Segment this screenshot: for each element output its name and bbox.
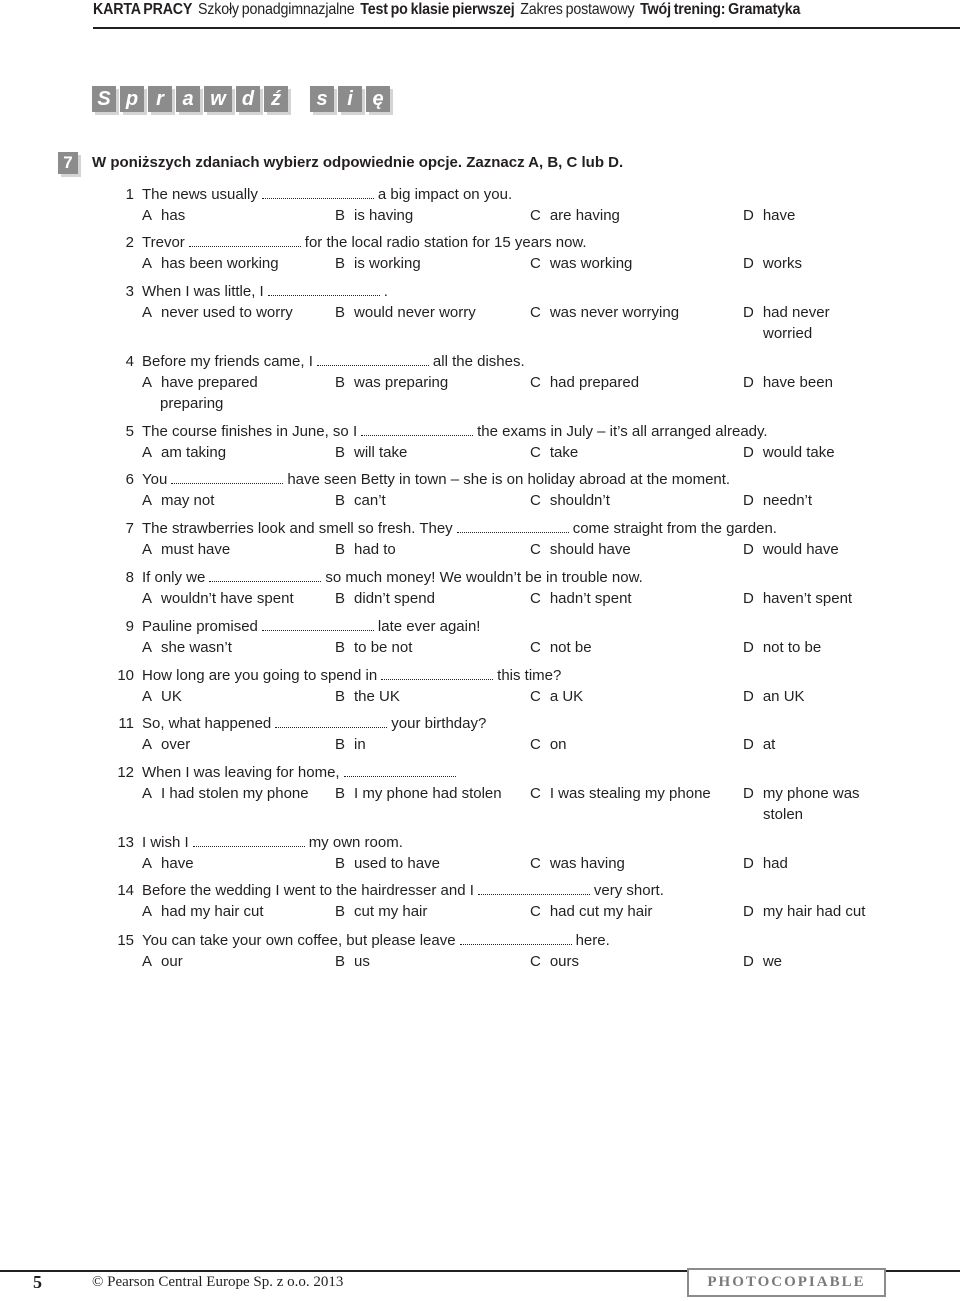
option-letter: B bbox=[335, 785, 346, 802]
exercise-instruction: W poniższych zdaniach wybierz odpowiednie opcje. Zaznacz A, B, C lub D. bbox=[92, 154, 624, 171]
question-number: 7 bbox=[125, 520, 134, 537]
answer-blank[interactable] bbox=[478, 884, 590, 895]
option-letter: D bbox=[743, 688, 754, 705]
question-number: 13 bbox=[117, 834, 134, 851]
option-letter: C bbox=[530, 953, 541, 970]
option-letter: D bbox=[743, 785, 754, 802]
question-number: 8 bbox=[125, 569, 134, 586]
option-letter: C bbox=[530, 444, 541, 461]
option-letter: C bbox=[530, 688, 541, 705]
option-c[interactable] bbox=[530, 205, 620, 226]
question-number: 9 bbox=[125, 618, 134, 635]
question-text-before: Trevor bbox=[142, 234, 185, 251]
question-item bbox=[0, 518, 960, 560]
option-text: take bbox=[549, 444, 579, 461]
option-text: on bbox=[549, 736, 567, 753]
answer-blank[interactable] bbox=[209, 571, 321, 582]
question-number: 12 bbox=[117, 764, 134, 781]
option-text: we bbox=[762, 953, 783, 970]
option-text: have been bbox=[762, 374, 833, 391]
question-text bbox=[142, 665, 561, 686]
option-letter: B bbox=[335, 374, 346, 391]
question-text-before: Pauline promised bbox=[142, 618, 258, 635]
banner-tile: a bbox=[176, 86, 200, 112]
question-text bbox=[142, 232, 587, 253]
option-text: at bbox=[762, 736, 776, 753]
option-a[interactable] bbox=[142, 205, 185, 226]
question-number: 6 bbox=[125, 471, 134, 488]
option-letter: D bbox=[743, 953, 754, 970]
option-text: I had stolen my phone bbox=[161, 785, 309, 802]
option-a[interactable] bbox=[142, 588, 294, 609]
option-text: not be bbox=[549, 639, 592, 656]
option-letter: D bbox=[743, 492, 754, 509]
option-c[interactable] bbox=[530, 734, 567, 755]
option-letter: B bbox=[335, 688, 346, 705]
option-letter: A bbox=[142, 444, 153, 461]
option-text: had bbox=[762, 855, 788, 872]
option-text: in bbox=[354, 736, 366, 753]
option-letter: A bbox=[142, 639, 153, 656]
option-b[interactable] bbox=[335, 686, 400, 707]
option-text: have bbox=[161, 855, 194, 872]
option-text: must have bbox=[161, 541, 231, 558]
option-letter: A bbox=[142, 255, 153, 272]
question-text-after: here. bbox=[575, 932, 610, 949]
question-text-after: . bbox=[383, 283, 388, 300]
question-text bbox=[142, 421, 768, 442]
question-text-after: a big impact on you. bbox=[377, 186, 513, 203]
option-letter: D bbox=[743, 255, 754, 272]
question-text-before: When I was little, I bbox=[142, 283, 264, 300]
option-text-continued: preparing bbox=[160, 395, 224, 412]
option-c[interactable] bbox=[530, 853, 625, 874]
question-text-before: The news usually bbox=[142, 186, 258, 203]
option-letter: D bbox=[743, 590, 754, 607]
option-text: over bbox=[161, 736, 191, 753]
option-text: have bbox=[762, 207, 796, 224]
question-text-before: The course finishes in June, so I bbox=[142, 423, 358, 440]
question-text-after: so much money! We wouldn’t be in trouble now. bbox=[325, 569, 643, 586]
option-text: needn’t bbox=[762, 492, 813, 509]
option-b[interactable] bbox=[335, 853, 440, 874]
option-letter: C bbox=[530, 903, 541, 920]
option-text: not to be bbox=[762, 639, 822, 656]
option-letter: A bbox=[142, 736, 153, 753]
answer-blank[interactable] bbox=[193, 836, 305, 847]
option-d[interactable] bbox=[743, 588, 852, 609]
option-text: had prepared bbox=[549, 374, 640, 391]
question-text-before: The strawberries look and smell so fresh. They bbox=[142, 520, 453, 537]
option-text: an UK bbox=[762, 688, 805, 705]
option-letter: C bbox=[530, 374, 541, 391]
question-text-before: You can take your own coffee, but please leave bbox=[142, 932, 456, 949]
banner-tile: s bbox=[310, 86, 334, 112]
option-d[interactable] bbox=[743, 951, 782, 972]
option-c[interactable] bbox=[530, 442, 578, 463]
option-letter: B bbox=[335, 903, 346, 920]
option-d[interactable] bbox=[743, 539, 839, 560]
exercise-number: 7 bbox=[58, 152, 78, 174]
header-scope: Zakres postawowy bbox=[520, 1, 635, 18]
answer-blank[interactable] bbox=[189, 236, 301, 247]
option-a[interactable] bbox=[142, 901, 264, 922]
header-test-label: Test po klasie pierwszej bbox=[360, 1, 515, 18]
option-letter: B bbox=[335, 736, 346, 753]
option-b[interactable] bbox=[335, 442, 407, 463]
option-a[interactable] bbox=[142, 372, 258, 412]
option-text: should have bbox=[549, 541, 631, 558]
option-text: haven’t spent bbox=[762, 590, 853, 607]
answer-blank[interactable] bbox=[457, 522, 569, 533]
option-letter: B bbox=[335, 639, 346, 656]
option-letter: C bbox=[530, 207, 541, 224]
question-text-after: your birthday? bbox=[391, 715, 487, 732]
option-text: a UK bbox=[549, 688, 584, 705]
photocopiable-stamp: PHOTOCOPIABLE bbox=[687, 1268, 886, 1297]
option-a[interactable] bbox=[142, 853, 194, 874]
banner-tile: d bbox=[236, 86, 260, 112]
question-text-after: for the local radio station for 15 years now. bbox=[304, 234, 587, 251]
option-text-continued: stolen bbox=[763, 806, 804, 823]
answer-blank[interactable] bbox=[381, 669, 493, 680]
banner-tile: p bbox=[120, 86, 144, 112]
option-c[interactable] bbox=[530, 637, 592, 658]
question-text bbox=[142, 762, 460, 783]
question-text bbox=[142, 351, 525, 372]
option-letter: A bbox=[142, 541, 153, 558]
option-b[interactable] bbox=[335, 951, 370, 972]
option-text: has bbox=[161, 207, 186, 224]
option-letter: A bbox=[142, 207, 153, 224]
option-text: cut my hair bbox=[354, 903, 428, 920]
option-letter: D bbox=[743, 736, 754, 753]
question-number: 1 bbox=[125, 186, 134, 203]
question-item bbox=[0, 832, 960, 874]
question-item bbox=[0, 665, 960, 707]
option-a[interactable] bbox=[142, 253, 279, 274]
question-item bbox=[0, 421, 960, 463]
option-text: has been working bbox=[161, 255, 279, 272]
option-b[interactable] bbox=[335, 588, 435, 609]
option-text: UK bbox=[161, 688, 182, 705]
answer-blank[interactable] bbox=[171, 473, 283, 484]
header-training: Twój trening: Gramatyka bbox=[640, 1, 801, 18]
header-school-level: Szkoły ponadgimnazjalne bbox=[197, 1, 355, 18]
option-letter: B bbox=[335, 304, 346, 321]
question-item bbox=[0, 616, 960, 658]
option-letter: C bbox=[530, 541, 541, 558]
option-letter: A bbox=[142, 590, 153, 607]
option-text: my phone was bbox=[762, 785, 860, 802]
question-number: 11 bbox=[118, 715, 134, 732]
option-text: my hair had cut bbox=[762, 903, 866, 920]
option-b[interactable] bbox=[335, 205, 413, 226]
question-item bbox=[0, 930, 960, 972]
option-letter: B bbox=[335, 255, 346, 272]
option-letter: B bbox=[335, 444, 346, 461]
option-d[interactable] bbox=[743, 442, 835, 463]
option-text: used to have bbox=[354, 855, 440, 872]
option-b[interactable] bbox=[335, 490, 386, 511]
option-d[interactable] bbox=[743, 302, 830, 342]
question-text bbox=[142, 832, 403, 853]
banner-tile: ę bbox=[366, 86, 390, 112]
option-b[interactable] bbox=[335, 372, 448, 393]
option-text: can’t bbox=[354, 492, 386, 509]
option-c[interactable] bbox=[530, 588, 632, 609]
option-text: had my hair cut bbox=[161, 903, 264, 920]
option-b[interactable] bbox=[335, 734, 366, 755]
question-text-before: So, what happened bbox=[142, 715, 272, 732]
option-a[interactable] bbox=[142, 734, 190, 755]
option-c[interactable] bbox=[530, 686, 583, 707]
question-number: 4 bbox=[125, 353, 134, 370]
option-letter: D bbox=[743, 639, 754, 656]
option-c[interactable] bbox=[530, 951, 579, 972]
option-b[interactable] bbox=[335, 253, 421, 274]
header-rule bbox=[93, 27, 960, 29]
copyright-notice: © Pearson Central Europe Sp. z o.o. 2013 bbox=[92, 1274, 344, 1290]
option-a[interactable] bbox=[142, 302, 293, 323]
question-text-after: my own room. bbox=[308, 834, 403, 851]
question-text bbox=[142, 518, 777, 539]
question-text bbox=[142, 880, 664, 901]
option-a[interactable] bbox=[142, 539, 230, 560]
option-text: was having bbox=[549, 855, 625, 872]
answer-blank[interactable] bbox=[275, 717, 387, 728]
banner-tile: ź bbox=[264, 86, 288, 112]
page-number: 5 bbox=[33, 1272, 42, 1292]
question-number: 10 bbox=[117, 667, 134, 684]
option-text: are having bbox=[549, 207, 620, 224]
banner-tile: S bbox=[92, 86, 116, 112]
question-text-after: very short. bbox=[593, 882, 664, 899]
option-b[interactable] bbox=[335, 783, 502, 804]
banner-tile: w bbox=[204, 86, 232, 112]
option-letter: A bbox=[142, 304, 153, 321]
question-item bbox=[0, 762, 960, 823]
option-a[interactable] bbox=[142, 637, 232, 658]
question-text-before: Before my friends came, I bbox=[142, 353, 313, 370]
question-item bbox=[0, 880, 960, 922]
question-text-after: this time? bbox=[497, 667, 562, 684]
question-number: 15 bbox=[117, 932, 134, 949]
option-text-continued: worried bbox=[763, 325, 813, 342]
option-d[interactable] bbox=[743, 734, 775, 755]
answer-blank[interactable] bbox=[344, 766, 456, 777]
option-text: the UK bbox=[354, 688, 400, 705]
option-c[interactable] bbox=[530, 302, 679, 323]
option-letter: D bbox=[743, 444, 754, 461]
option-text: am taking bbox=[161, 444, 227, 461]
answer-blank[interactable] bbox=[460, 934, 572, 945]
option-d[interactable] bbox=[743, 205, 795, 226]
option-text: would never worry bbox=[354, 304, 476, 321]
option-letter: A bbox=[142, 903, 153, 920]
option-letter: B bbox=[335, 953, 346, 970]
option-d[interactable] bbox=[743, 853, 788, 874]
question-text-before: When I was leaving for home, bbox=[142, 764, 340, 781]
option-a[interactable] bbox=[142, 686, 182, 707]
question-text-after: the exams in July – it’s all arranged already. bbox=[477, 423, 768, 440]
option-letter: C bbox=[530, 304, 541, 321]
answer-blank[interactable] bbox=[317, 355, 429, 366]
option-letter: D bbox=[743, 374, 754, 391]
option-b[interactable] bbox=[335, 901, 427, 922]
option-d[interactable] bbox=[743, 783, 860, 823]
option-text: shouldn’t bbox=[549, 492, 610, 509]
question-text bbox=[142, 713, 486, 734]
option-text: had to bbox=[354, 541, 396, 558]
question-item bbox=[0, 469, 960, 511]
option-letter: D bbox=[743, 541, 754, 558]
answer-blank[interactable] bbox=[262, 620, 374, 631]
option-text: works bbox=[762, 255, 803, 272]
question-text-before: Before the wedding I went to the hairdresser and I bbox=[142, 882, 474, 899]
answer-blank[interactable] bbox=[262, 188, 374, 199]
option-text: our bbox=[161, 953, 183, 970]
option-letter: B bbox=[335, 492, 346, 509]
option-letter: A bbox=[142, 492, 153, 509]
page-header bbox=[93, 1, 881, 23]
option-text: us bbox=[354, 953, 370, 970]
option-b[interactable] bbox=[335, 539, 396, 560]
question-number: 14 bbox=[117, 882, 134, 899]
option-text: had never bbox=[762, 304, 830, 321]
option-text: had cut my hair bbox=[549, 903, 653, 920]
option-text: I my phone had stolen bbox=[354, 785, 502, 802]
option-letter: A bbox=[142, 855, 153, 872]
option-letter: C bbox=[530, 785, 541, 802]
question-number: 2 bbox=[125, 234, 134, 251]
option-letter: B bbox=[335, 590, 346, 607]
option-text: have prepared bbox=[161, 374, 258, 391]
option-a[interactable] bbox=[142, 442, 226, 463]
option-letter: B bbox=[335, 541, 346, 558]
option-text: is having bbox=[354, 207, 414, 224]
option-text: is working bbox=[354, 255, 421, 272]
option-text: was never worrying bbox=[549, 304, 680, 321]
question-text-before: If only we bbox=[142, 569, 206, 586]
banner-tile: i bbox=[338, 86, 362, 112]
option-letter: C bbox=[530, 255, 541, 272]
option-d[interactable] bbox=[743, 637, 821, 658]
option-c[interactable] bbox=[530, 490, 610, 511]
question-text bbox=[142, 281, 388, 302]
banner-tile: r bbox=[148, 86, 172, 112]
option-letter: C bbox=[530, 590, 541, 607]
option-c[interactable] bbox=[530, 901, 652, 922]
question-text-before: How long are you going to spend in bbox=[142, 667, 378, 684]
option-a[interactable] bbox=[142, 951, 183, 972]
option-text: didn’t spend bbox=[354, 590, 435, 607]
option-c[interactable] bbox=[530, 539, 631, 560]
option-text: ours bbox=[549, 953, 580, 970]
option-letter: A bbox=[142, 688, 153, 705]
option-text: hadn’t spent bbox=[549, 590, 632, 607]
option-text: will take bbox=[354, 444, 408, 461]
option-c[interactable] bbox=[530, 372, 639, 393]
option-text: was working bbox=[549, 255, 633, 272]
answer-blank[interactable] bbox=[361, 425, 473, 436]
question-text-before: I wish I bbox=[142, 834, 189, 851]
option-letter: C bbox=[530, 492, 541, 509]
question-item bbox=[0, 713, 960, 755]
option-letter: C bbox=[530, 639, 541, 656]
question-text bbox=[142, 469, 730, 490]
question-text bbox=[142, 616, 480, 637]
answer-blank[interactable] bbox=[268, 285, 380, 296]
question-number: 5 bbox=[125, 423, 134, 440]
option-letter: D bbox=[743, 855, 754, 872]
option-text: would take bbox=[762, 444, 835, 461]
option-text: was preparing bbox=[354, 374, 449, 391]
option-b[interactable] bbox=[335, 637, 412, 658]
question-text bbox=[142, 930, 610, 951]
option-d[interactable] bbox=[743, 372, 833, 393]
question-text-before: You bbox=[142, 471, 168, 488]
option-a[interactable] bbox=[142, 783, 309, 804]
option-letter: B bbox=[335, 855, 346, 872]
question-number: 3 bbox=[125, 283, 134, 300]
option-letter: B bbox=[335, 207, 346, 224]
option-text: never used to worry bbox=[161, 304, 293, 321]
option-d[interactable] bbox=[743, 253, 802, 274]
option-text: may not bbox=[161, 492, 215, 509]
option-letter: A bbox=[142, 953, 153, 970]
option-a[interactable] bbox=[142, 490, 214, 511]
option-d[interactable] bbox=[743, 490, 812, 511]
option-text: she wasn’t bbox=[161, 639, 232, 656]
question-text-after: have seen Betty in town – she is on holiday abroad at the moment. bbox=[287, 471, 731, 488]
option-letter: C bbox=[530, 855, 541, 872]
option-d[interactable] bbox=[743, 686, 805, 707]
option-letter: D bbox=[743, 903, 754, 920]
question-item bbox=[0, 351, 960, 412]
option-letter: C bbox=[530, 736, 541, 753]
option-letter: A bbox=[142, 785, 153, 802]
question-item bbox=[0, 567, 960, 609]
option-b[interactable] bbox=[335, 302, 476, 323]
question-item bbox=[0, 184, 960, 226]
option-text: to be not bbox=[354, 639, 413, 656]
option-letter: D bbox=[743, 304, 754, 321]
question-item bbox=[0, 281, 960, 342]
question-item bbox=[0, 232, 960, 274]
option-text: would have bbox=[762, 541, 839, 558]
question-text bbox=[142, 184, 512, 205]
question-text-after: come straight from the garden. bbox=[572, 520, 777, 537]
question-text bbox=[142, 567, 643, 588]
option-text: I was stealing my phone bbox=[549, 785, 711, 802]
option-letter: A bbox=[142, 374, 153, 391]
header-worksheet-label: KARTA PRACY bbox=[93, 1, 193, 18]
option-text: wouldn’t have spent bbox=[161, 590, 294, 607]
option-c[interactable] bbox=[530, 783, 711, 804]
option-d[interactable] bbox=[743, 901, 865, 922]
question-text-after: late ever again! bbox=[377, 618, 481, 635]
option-letter: D bbox=[743, 207, 754, 224]
question-text-after: all the dishes. bbox=[432, 353, 525, 370]
option-c[interactable] bbox=[530, 253, 632, 274]
